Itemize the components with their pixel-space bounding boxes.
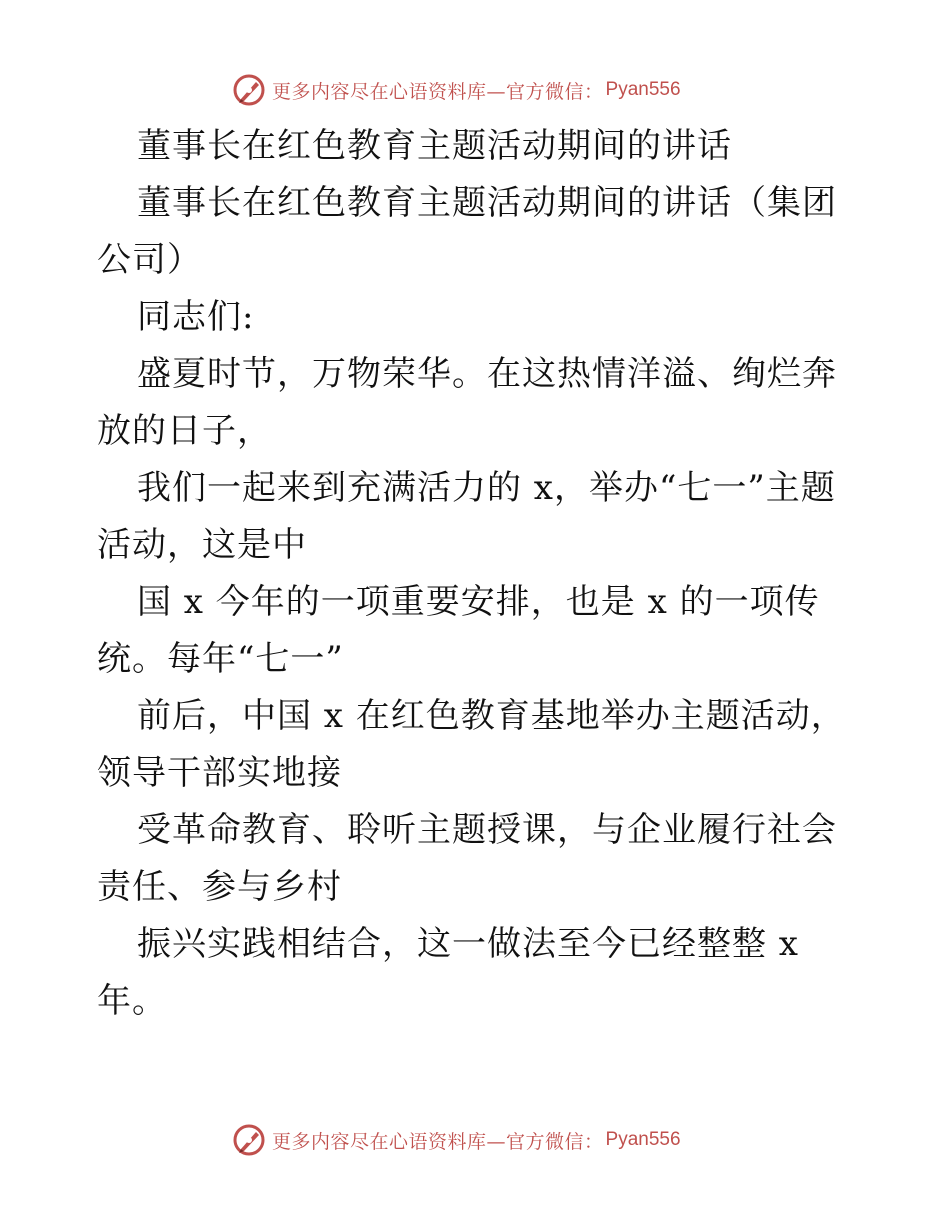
body-paragraph: 前后，中国 x 在红色教育基地举办主题活动，领导干部实地接	[97, 696, 846, 793]
body-paragraph: 我们一起来到充满活力的 x，举办“七一”主题活动，这是中	[97, 468, 836, 565]
footer-wechat-id: Pyan556	[605, 1129, 681, 1150]
body-paragraph: 受革命教育、聆听主题授课，与企业履行社会责任、参与乡村	[97, 810, 837, 907]
speech-title: 董事长在红色教育主题活动期间的讲话	[137, 126, 732, 166]
footer-banner-text: 更多内容尽在心语资料库—官方微信：	[272, 1130, 604, 1153]
document-body	[97, 118, 857, 1030]
header-banner	[232, 72, 752, 108]
header-wechat-id: Pyan556	[605, 79, 681, 100]
body-paragraph: 振兴实践相结合，这一做法至今已经整整 x 年。	[97, 924, 811, 1021]
speech-subtitle: 董事长在红色教育主题活动期间的讲话（集团公司）	[97, 183, 837, 280]
pen-logo-icon	[232, 1123, 266, 1157]
body-paragraph: 盛夏时节，万物荣华。在这热情洋溢、绚烂奔放的日子，	[97, 354, 837, 451]
body-paragraph: 国 x 今年的一项重要安排，也是 x 的一项传统。每年“七一”	[97, 582, 820, 679]
pen-logo-icon	[232, 73, 266, 107]
header-banner-text: 更多内容尽在心语资料库—官方微信：	[272, 80, 604, 103]
salutation: 同志们:	[137, 297, 255, 337]
footer-banner	[232, 1122, 752, 1158]
